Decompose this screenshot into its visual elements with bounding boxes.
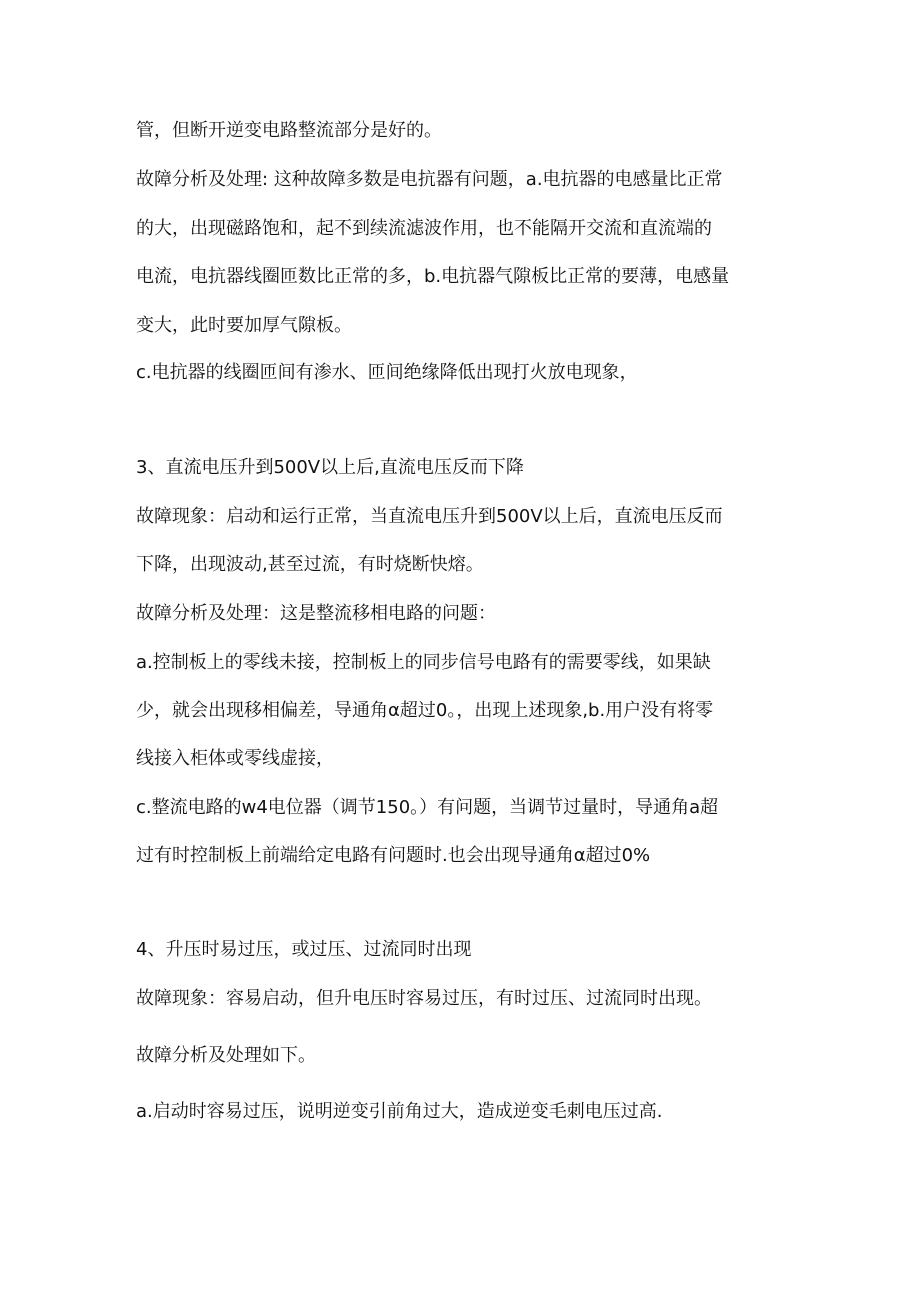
text-line: 电流，电抗器线圈匝数比正常的多，b.电抗器气隙板比正常的要薄，电感量 bbox=[136, 266, 730, 287]
text-line: 故障现象：容易启动，但升电压时容易过压，有时过压、过流同时出现。 bbox=[136, 988, 712, 1009]
text-line: 故障分析及处理如下。 bbox=[136, 1045, 316, 1066]
text-line: 少，就会出现移相偏差，导通角α超过0。，出现上述现象,b.用户没有将零 bbox=[136, 700, 714, 721]
section-heading: 4、升压时易过压，或过压、过流同时出现 bbox=[136, 939, 472, 960]
text-line: a.启动时容易过压，说明逆变引前角过大，造成逆变毛刺电压过高. bbox=[136, 1101, 663, 1122]
text-line: a.控制板上的零线未接，控制板上的同步信号电路有的需要零线，如果缺 bbox=[136, 652, 711, 673]
text-line: 故障分析及处理：这是整流移相电路的问题： bbox=[136, 603, 496, 624]
text-line: 下降，出现波动,甚至过流，有时烧断快熔。 bbox=[136, 554, 484, 575]
text-line: 的大，出现磁路饱和，起不到续流滤波作用，也不能隔开交流和直流端的 bbox=[136, 218, 712, 239]
text-line: c.整流电路的w4电位器（调节150。）有问题，当调节过量时，导通角a超 bbox=[136, 797, 719, 818]
section-heading: 3、直流电压升到500V以上后,直流电压反而下降 bbox=[136, 457, 524, 478]
text-line: 故障分析及处理: 这种故障多数是电抗器有问题，a.电抗器的电感量比正常 bbox=[136, 169, 723, 190]
text-line: 线接入柜体或零线虚接， bbox=[136, 748, 334, 769]
text-line: c.电抗器的线圈匝间有渗水、匝间绝缘降低出现打火放电现象， bbox=[136, 362, 638, 383]
text-line: 故障现象：启动和运行正常，当直流电压升到500V以上后，直流电压反而 bbox=[136, 506, 723, 527]
text-line: 变大，此时要加厚气隙板。 bbox=[136, 315, 352, 336]
text-line: 管，但断开逆变电路整流部分是好的。 bbox=[136, 120, 442, 141]
text-line: 过有时控制板上前端给定电路有问题时.也会出现导通角α超过0% bbox=[136, 845, 651, 866]
